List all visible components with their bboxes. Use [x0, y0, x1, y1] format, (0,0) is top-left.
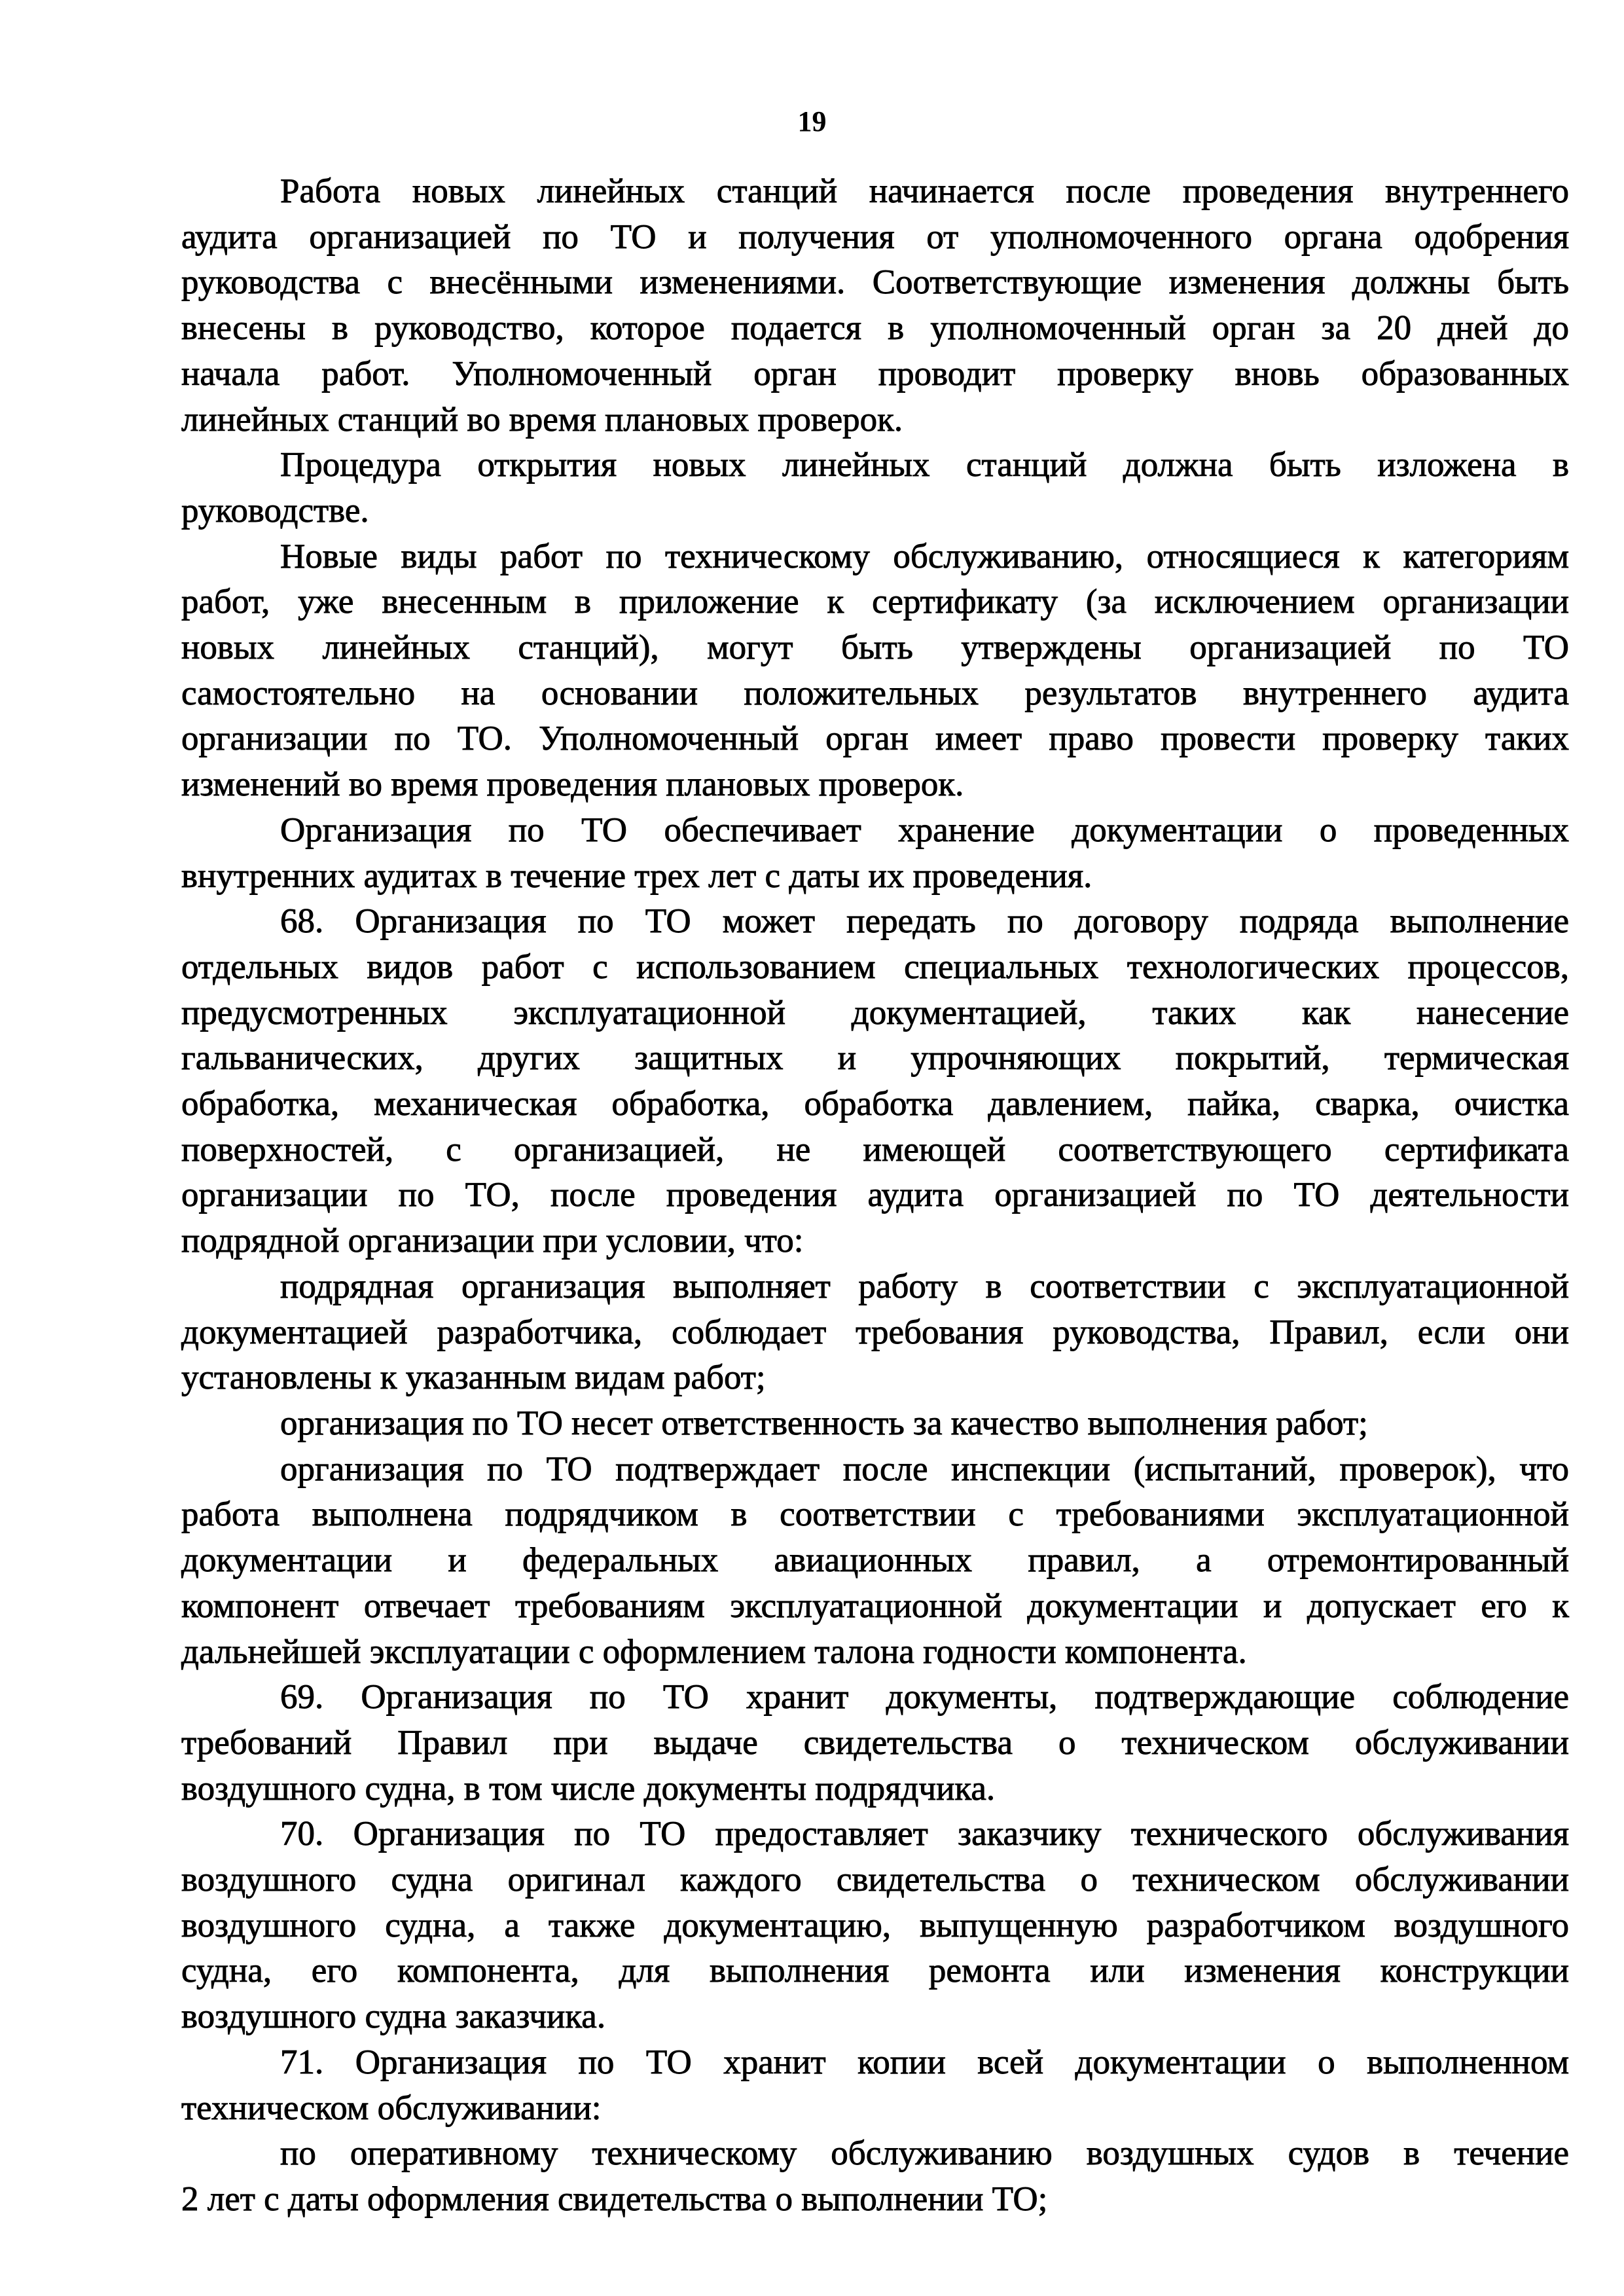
text-line: Новые виды работ по техническому обслуживанию, относящиеся к категориям: [280, 537, 1569, 575]
paragraph: [181, 1812, 1569, 2040]
page-number: 19: [797, 105, 827, 137]
text-line: обработка, механическая обработка, обработка давлением, пайка, сварка, очистка: [181, 1085, 1569, 1123]
text-line: самостоятельно на основании положительных результатов внутреннего аудита: [181, 674, 1569, 712]
text-line: подрядная организация выполняет работу в соответствии с эксплуатационной: [280, 1267, 1569, 1305]
text-line: новых линейных станций), могут быть утверждены организацией по ТО: [181, 629, 1569, 667]
paragraph: [181, 443, 1569, 534]
document-body: [181, 169, 1569, 2223]
text-line: компонент отвечает требованиям эксплуатационной документации и допускает его к: [181, 1586, 1569, 1625]
text-line: 2 лет с даты оформления свидетельства о выполнении ТО;: [181, 2179, 1048, 2218]
text-line: Работа новых линейных станций начинается после проведения внутреннего: [280, 172, 1569, 210]
text-line: изменений во время проведения плановых проверок.: [181, 765, 964, 804]
text-line: техническом обслуживании:: [181, 2088, 602, 2127]
text-line: предусмотренных эксплуатационной документацией, таких как нанесение: [181, 993, 1569, 1032]
paragraph: [181, 1401, 1569, 1447]
text-line: руководства с внесёнными изменениями. Соответствующие изменения должны быть: [181, 263, 1569, 302]
text-line: отдельных видов работ с использованием специальных технологических процессов,: [181, 947, 1569, 986]
text-line: аудита организацией по ТО и получения от уполномоченного органа одобрения: [181, 217, 1569, 256]
text-line: воздушного судна, в том числе документы подрядчика.: [181, 1769, 996, 1808]
text-line: подрядной организации при условии, что:: [181, 1222, 804, 1260]
text-line: организация по ТО подтверждает после инспекции (испытаний, проверок), что: [280, 1449, 1569, 1488]
text-line: документации и федеральных авиационных правил, а отремонтированный: [181, 1541, 1569, 1580]
text-line: требований Правил при выдаче свидетельства о техническом обслуживании: [181, 1723, 1569, 1762]
text-line: работ, уже внесенным в приложение к сертификату (за исключением организации: [181, 583, 1569, 621]
text-line: внесены в руководство, которое подается в уполномоченный орган за 20 дней до: [181, 309, 1569, 348]
text-line: начала работ. Уполномоченный орган проводит проверку вновь образованных: [181, 354, 1569, 393]
text-line: линейных станций во время плановых проверок.: [181, 400, 903, 439]
text-line: воздушного судна заказчика.: [181, 1997, 606, 2036]
text-line: 69. Организация по ТО хранит документы, подтверждающие соблюдение: [280, 1678, 1569, 1717]
text-line: дальнейшей эксплуатации с оформлением талона годности компонента.: [181, 1632, 1247, 1671]
text-line: судна, его компонента, для выполнения ремонта или изменения конструкции: [181, 1952, 1569, 1990]
paragraph: [181, 1447, 1569, 1675]
text-line: документацией разработчика, соблюдает требования руководства, Правил, если они: [181, 1313, 1569, 1351]
text-line: гальванических, других защитных и упрочняющих покрытий, термическая: [181, 1039, 1569, 1078]
text-line: работа выполнена подрядчиком в соответствии с требованиями эксплуатационной: [181, 1495, 1569, 1534]
paragraph: [181, 899, 1569, 1264]
text-line: внутренних аудитах в течение трех лет с даты их проведения.: [181, 856, 1092, 895]
paragraph: [181, 2131, 1569, 2222]
text-line: руководстве.: [181, 491, 369, 530]
text-line: поверхностей, с организацией, не имеющей соответствующего сертификата: [181, 1130, 1569, 1169]
text-line: Процедура открытия новых линейных станций должна быть изложена в: [280, 446, 1569, 484]
text-line: 71. Организация по ТО хранит копии всей документации о выполненном: [280, 2043, 1569, 2081]
text-line: по оперативному техническому обслуживанию воздушных судов в течение: [280, 2134, 1569, 2173]
text-line: организации по ТО. Уполномоченный орган имеет право провести проверку таких: [181, 720, 1569, 758]
text-line: организация по ТО несет ответственность за качество выполнения работ;: [280, 1404, 1368, 1442]
paragraph: [181, 1675, 1569, 1812]
text-line: 70. Организация по ТО предоставляет заказчику технического обслуживания: [280, 1815, 1569, 1853]
text-line: установлены к указанным видам работ;: [181, 1358, 766, 1397]
paragraph: [181, 1264, 1569, 1401]
paragraph: [181, 169, 1569, 443]
text-line: воздушного судна, а также документацию, выпущенную разработчиком воздушного: [181, 1906, 1569, 1944]
text-line: воздушного судна оригинал каждого свидетельства о техническом обслуживании: [181, 1861, 1569, 1899]
paragraph: [181, 2040, 1569, 2131]
paragraph: [181, 534, 1569, 808]
text-line: организации по ТО, после проведения аудита организацией по ТО деятельности: [181, 1176, 1569, 1214]
text-line: 68. Организация по ТО может передать по договору подряда выполнение: [280, 902, 1569, 941]
text-line: Организация по ТО обеспечивает хранение документации о проведенных: [280, 811, 1569, 849]
paragraph: [181, 808, 1569, 899]
